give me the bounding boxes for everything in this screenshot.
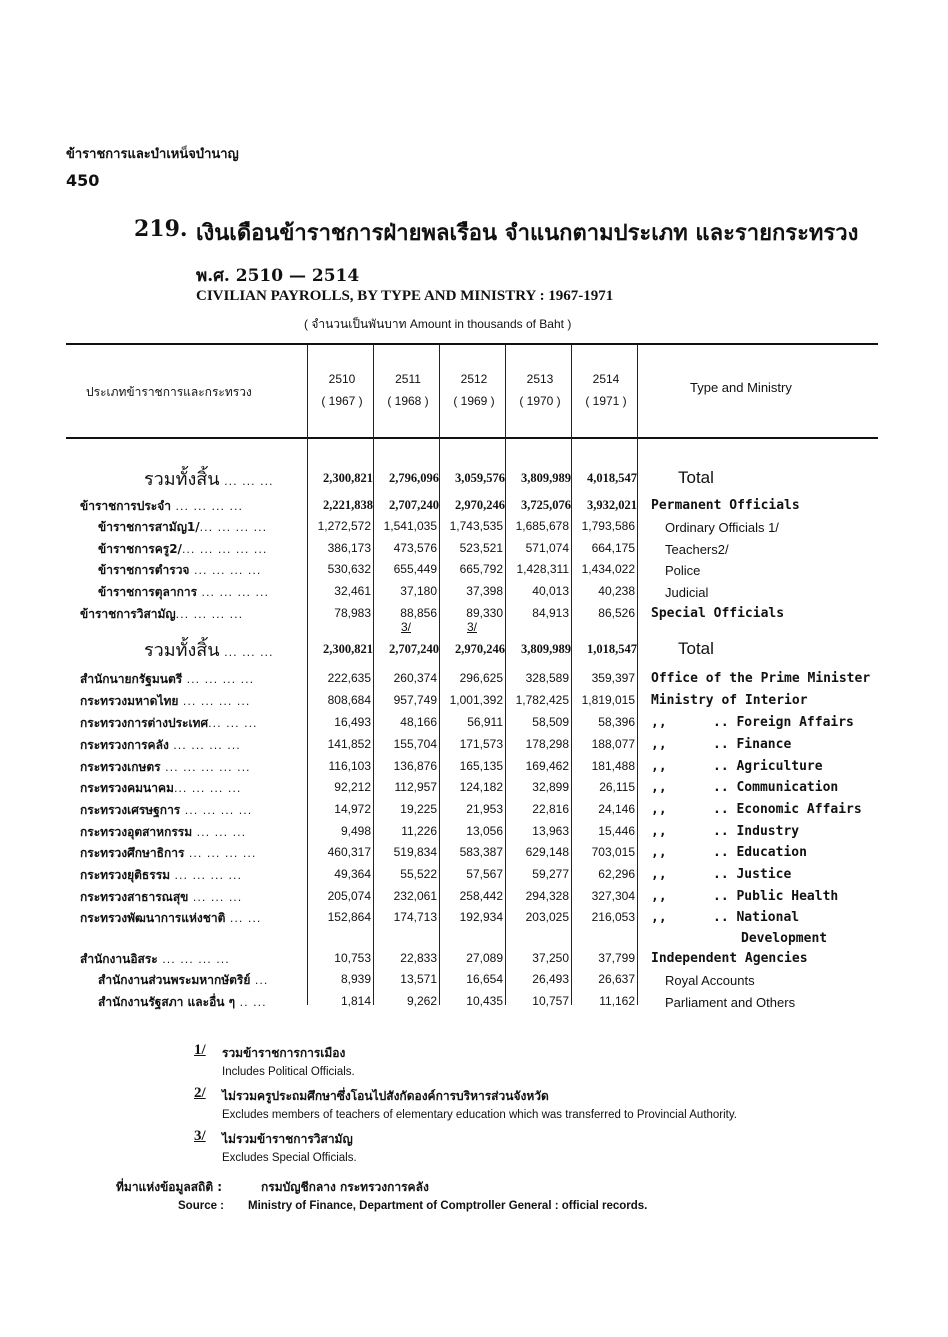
table-number: 219. xyxy=(134,216,188,242)
table-top-rule xyxy=(66,343,878,345)
cell-value: 3,059,576 xyxy=(455,471,505,485)
footnote-english: Excludes Special Officials. xyxy=(222,1152,357,1164)
row-label-text: กระทรวงเกษตร xyxy=(80,760,161,774)
row-label-thai xyxy=(98,583,269,602)
year-header-be: 2514 xyxy=(592,372,620,386)
leader-dots: ... ... ... ... xyxy=(173,782,242,795)
cell-value: 78,983 xyxy=(334,606,371,620)
cell-value: 1,428,311 xyxy=(516,562,569,576)
source-label-thai: ที่มาแห่งข้อมูลสถิติ : xyxy=(116,1180,223,1194)
leader-dots: ... ... ... xyxy=(208,717,258,730)
row-label-text: กระทรวงศึกษาธิการ xyxy=(80,846,185,860)
cell-value: 10,435 xyxy=(466,994,503,1008)
column-divider xyxy=(571,345,572,1005)
leader-dots: ... ... ... ... xyxy=(171,500,243,513)
cell-value: 1,793,586 xyxy=(581,519,635,533)
column-divider xyxy=(373,345,374,1005)
row-label-text: กระทรวงอุตสาหกรรม xyxy=(80,825,193,839)
cell-value: 8,939 xyxy=(340,972,371,986)
cell-value: 84,913 xyxy=(532,606,569,620)
row-label-english xyxy=(678,468,714,488)
cell-value: 11,162 xyxy=(599,994,635,1008)
column-divider xyxy=(439,345,440,1005)
cell-value: 296,625 xyxy=(459,671,503,685)
ditto-mark: ,, xyxy=(651,715,667,730)
row-label-english-text: Police xyxy=(665,563,701,578)
cell-value: 37,398 xyxy=(466,584,503,598)
footnote-english: Excludes members of teachers of elementary education which was transferred to Provincial Authority. xyxy=(222,1109,737,1121)
leader-dots: ... ... ... xyxy=(188,891,243,904)
row-label-english xyxy=(651,910,799,925)
cell-value: 22,833 xyxy=(400,951,437,965)
cell-value: 530,632 xyxy=(327,562,371,576)
row-label-english-text: .. Public Health xyxy=(713,889,839,904)
cell-value: 3,809,989 xyxy=(521,471,571,485)
cell-value: 37,250 xyxy=(532,951,569,965)
cell-value: 10,757 xyxy=(532,994,569,1008)
row-label-english xyxy=(665,520,779,535)
ditto-mark: ,, xyxy=(651,867,667,882)
row-label-english-text: .. Communication xyxy=(713,780,839,795)
cell-value: 49,364 xyxy=(334,867,371,881)
cell-value: 571,074 xyxy=(525,541,569,555)
cell-value: 181,488 xyxy=(591,759,635,773)
leader-dots: ... ... xyxy=(225,912,262,925)
cell-value: 40,013 xyxy=(532,584,569,598)
row-label-text: กระทรวงการคลัง xyxy=(80,738,169,752)
cell-value: 665,792 xyxy=(459,562,503,576)
cell-value: 26,115 xyxy=(599,780,635,794)
row-label-text: สำนักนายกรัฐมนตรี xyxy=(80,672,183,686)
row-label-text: ข้าราชการครู2/ xyxy=(98,542,182,556)
leader-dots: ... ... ... ... xyxy=(178,695,251,708)
cell-value: 58,396 xyxy=(598,715,635,729)
footnote-marker: 3/ xyxy=(400,620,411,634)
cell-value: 203,025 xyxy=(525,910,569,924)
row-label-thai xyxy=(80,950,230,969)
row-label-text: สำนักงานอิสระ xyxy=(80,952,158,966)
row-label-english-text: .. Justice xyxy=(713,867,792,882)
leader-dots: .. ... xyxy=(235,996,267,1009)
cell-value: 655,449 xyxy=(393,562,437,576)
cell-value: 55,522 xyxy=(400,867,437,881)
source-text-thai: กรมบัญชีกลาง กระทรวงการคลัง xyxy=(261,1180,429,1194)
cell-value: 13,056 xyxy=(466,824,503,838)
title-years-thai: พ.ศ. 2510 — 2514 xyxy=(196,266,360,286)
cell-value: 59,277 xyxy=(532,867,569,881)
cell-value: 188,077 xyxy=(591,737,635,751)
row-label-thai xyxy=(98,561,261,580)
cell-value: 232,061 xyxy=(393,889,437,903)
row-label-english xyxy=(665,542,729,557)
row-label-english xyxy=(665,585,708,600)
column-divider xyxy=(505,345,506,1005)
leader-dots: ... ... ... ... xyxy=(189,564,262,577)
cell-value: 1,819,015 xyxy=(581,693,635,707)
cell-value: 460,317 xyxy=(327,845,371,859)
row-label-english-text: Special Officials xyxy=(651,606,785,621)
cell-value: 1,541,035 xyxy=(383,519,437,533)
year-header-be: 2511 xyxy=(395,372,421,386)
row-label-english xyxy=(665,995,795,1010)
cell-value: 1,272,572 xyxy=(317,519,371,533)
cell-value: 141,852 xyxy=(327,737,371,751)
year-header-be: 2512 xyxy=(460,372,488,386)
row-label-english-text: Permanent Officials xyxy=(651,498,800,513)
leader-dots: ... ... ... ... xyxy=(199,521,268,534)
running-header: ข้าราชการและบำเหน็จบำนาญ xyxy=(66,147,239,162)
row-label-text: กระทรวงมหาดไทย xyxy=(80,694,179,708)
row-label-english xyxy=(651,606,784,621)
cell-value: 16,654 xyxy=(466,972,503,986)
cell-value: 112,957 xyxy=(394,780,437,794)
header-bottom-rule xyxy=(66,437,878,439)
footnote-mark: 2/ xyxy=(194,1085,206,1101)
cell-value: 2,796,096 xyxy=(389,471,439,485)
cell-value: 155,704 xyxy=(393,737,437,751)
row-label-thai xyxy=(80,497,243,516)
row-label-english-text: .. Foreign Affairs xyxy=(713,715,854,730)
row-label-text: กระทรวงเศรษฐการ xyxy=(80,803,181,817)
cell-value: 2,300,821 xyxy=(323,471,373,485)
cell-value: 2,970,246 xyxy=(455,498,505,512)
cell-value: 169,462 xyxy=(525,759,569,773)
cell-value: 2,707,240 xyxy=(389,498,439,512)
cell-value: 629,148 xyxy=(525,845,569,859)
cell-value: 19,225 xyxy=(400,802,437,816)
row-label-text: รวมทั้งสิ้น xyxy=(144,640,220,661)
ditto-mark: ,, xyxy=(651,802,667,817)
cell-value: 13,571 xyxy=(400,972,437,986)
row-label-thai xyxy=(144,464,274,493)
row-label-english-text: .. Economic Affairs xyxy=(713,802,862,817)
ditto-mark: ,, xyxy=(651,737,667,752)
row-label-thai xyxy=(144,635,274,664)
footnote-thai: ไม่รวมครูประถมศึกษาซึ่งโอนไปสังกัดองค์การบริหารส่วนจังหวัด xyxy=(222,1089,549,1103)
cell-value: 88,856 xyxy=(400,606,437,620)
cell-value: 124,182 xyxy=(459,780,503,794)
leader-dots: ... ... ... xyxy=(219,475,274,488)
row-label-thai xyxy=(80,866,242,885)
leader-dots: ... ... ... ... xyxy=(175,608,244,621)
cell-value: 1,018,547 xyxy=(587,642,637,656)
cell-value: 24,146 xyxy=(598,802,635,816)
row-label-english-text: Ordinary Officials 1/ xyxy=(665,520,779,535)
row-label-english xyxy=(651,759,823,774)
footnote-thai: ไม่รวมข้าราชการวิสามัญ xyxy=(222,1132,353,1146)
cell-value: 1,814 xyxy=(340,994,371,1008)
cell-value: 40,238 xyxy=(598,584,635,598)
footnote-mark: 1/ xyxy=(194,1042,206,1058)
year-header-be: 2513 xyxy=(526,372,554,386)
ditto-mark: ,, xyxy=(651,780,667,795)
cell-value: 4,018,547 xyxy=(587,471,637,485)
page-number: 450 xyxy=(66,171,100,190)
cell-value: 22,816 xyxy=(532,802,569,816)
row-label-english xyxy=(651,867,791,882)
row-label-text: สำนักงานรัฐสภา และอื่น ๆ xyxy=(98,995,236,1009)
leader-dots: ... ... ... ... xyxy=(182,673,255,686)
row-label-text: ข้าราชการประจำ xyxy=(80,499,171,513)
page-title-english: CIVILIAN PAYROLLS, BY TYPE AND MINISTRY : 1967-1971 xyxy=(196,288,614,304)
cell-value: 21,953 xyxy=(466,802,503,816)
leader-dots: ... ... ... ... xyxy=(157,953,230,966)
row-label-english-text: Parliament and Others xyxy=(665,995,796,1010)
row-label-text: ข้าราชการตุลาการ xyxy=(98,585,198,599)
cell-value: 957,749 xyxy=(393,693,437,707)
leader-dots: ... ... ... ... xyxy=(184,847,257,860)
footnote-thai: รวมข้าราชการการเมือง xyxy=(222,1046,346,1060)
row-label-english xyxy=(678,639,714,659)
source-label-english: Source : xyxy=(178,1200,225,1212)
year-header-ce: ( 1970 ) xyxy=(519,394,561,408)
cell-value: 13,963 xyxy=(532,824,569,838)
row-label-thai xyxy=(80,670,254,689)
row-label-english xyxy=(651,693,808,708)
cell-value: 136,876 xyxy=(393,759,437,773)
year-header-ce: ( 1969 ) xyxy=(453,394,495,408)
cell-value: 37,799 xyxy=(598,951,635,965)
page-title-thai: เงินเดือนข้าราชการฝ่ายพลเรือน จำแนกตามประเภท และรายกระทรวง xyxy=(196,220,859,246)
row-label-text: กระทรวงการต่างประเทศ xyxy=(80,716,209,730)
column-divider xyxy=(307,345,308,1005)
cell-value: 86,526 xyxy=(598,606,635,620)
year-header-be: 2510 xyxy=(328,372,356,386)
cell-value: 519,834 xyxy=(393,845,437,859)
cell-value: 2,300,821 xyxy=(323,642,373,656)
cell-value: 205,074 xyxy=(327,889,371,903)
leader-dots: ... ... ... ... xyxy=(170,869,243,882)
row-label-thai xyxy=(80,714,258,733)
leader-dots: ... ... ... ... xyxy=(168,739,241,752)
unit-note: ( จำนวนเป็นพันบาท Amount in thousands of Baht ) xyxy=(304,317,572,331)
row-label-english-text: .. Industry xyxy=(713,824,800,839)
ditto-mark: ,, xyxy=(651,759,667,774)
cell-value: 32,461 xyxy=(334,584,371,598)
cell-value: 703,015 xyxy=(591,845,635,859)
cell-value: 152,864 xyxy=(327,910,371,924)
cell-value: 260,374 xyxy=(393,671,437,685)
row-label-thai xyxy=(80,692,250,711)
row-label-english-text: Office of the Prime Minister xyxy=(651,671,871,686)
footnote-marker: 3/ xyxy=(466,620,477,634)
row-label-english-text: .. Finance xyxy=(713,737,792,752)
row-label-english-text: .. National xyxy=(713,910,800,925)
cell-value: 2,707,240 xyxy=(389,642,439,656)
row-label-text: ข้าราชการตำรวจ xyxy=(98,563,190,577)
row-label-english xyxy=(665,973,755,988)
cell-value: 294,328 xyxy=(525,889,569,903)
cell-value: 14,972 xyxy=(334,802,371,816)
cell-value: 26,493 xyxy=(532,972,569,986)
row-label-text: กระทรวงพัฒนาการแห่งชาติ xyxy=(80,911,226,925)
row-label-english-text: Royal Accounts xyxy=(665,973,755,988)
cell-value: 10,753 xyxy=(334,951,371,965)
cell-value: 3,809,989 xyxy=(521,642,571,656)
row-label-thai xyxy=(80,823,246,842)
leader-dots: ... ... ... ... ... xyxy=(160,761,251,774)
leader-dots: ... ... ... xyxy=(219,646,274,659)
footnote-mark: 3/ xyxy=(194,1128,206,1144)
row-label-english xyxy=(651,737,791,752)
cell-value: 3,932,021 xyxy=(587,498,637,512)
cell-value: 1,782,425 xyxy=(515,693,569,707)
cell-value: 165,135 xyxy=(459,759,503,773)
cell-value: 116,103 xyxy=(328,759,371,773)
row-label-thai xyxy=(80,758,251,777)
row-label-text: ข้าราชการวิสามัญ xyxy=(80,607,176,621)
row-label-text: กระทรวงยุติธรรม xyxy=(80,868,171,882)
row-label-thai xyxy=(80,888,242,907)
row-label-english-text: Independent Agencies xyxy=(651,951,808,966)
cell-value: 2,970,246 xyxy=(455,642,505,656)
cell-value: 192,934 xyxy=(459,910,503,924)
cell-value: 359,397 xyxy=(591,671,635,685)
cell-value: 222,635 xyxy=(327,671,371,685)
cell-value: 27,089 xyxy=(466,951,503,965)
leader-dots: ... ... ... ... ... xyxy=(181,543,268,556)
cell-value: 583,387 xyxy=(459,845,503,859)
ditto-mark: ,, xyxy=(651,889,667,904)
row-label-english xyxy=(651,498,800,513)
row-label-thai xyxy=(98,993,267,1012)
cell-value: 473,576 xyxy=(393,541,437,555)
ditto-mark: ,, xyxy=(651,845,667,860)
cell-value: 15,446 xyxy=(598,824,635,838)
cell-value: 1,434,022 xyxy=(581,562,635,576)
row-label-thai xyxy=(80,801,252,820)
cell-value: 523,521 xyxy=(459,541,503,555)
row-label-english xyxy=(651,780,838,795)
row-label-thai xyxy=(98,518,267,537)
cell-value: 62,296 xyxy=(598,867,635,881)
cell-value: 258,442 xyxy=(459,889,503,903)
header-type-thai: ประเภทข้าราชการและกระทรวง xyxy=(86,385,252,399)
cell-value: 178,298 xyxy=(525,737,569,751)
row-label-english-text: Teachers2/ xyxy=(665,542,729,557)
row-label-english-text: Total xyxy=(678,639,714,658)
cell-value: 1,685,678 xyxy=(515,519,569,533)
row-label-english xyxy=(651,824,799,839)
row-label-english-text: Total xyxy=(678,468,714,487)
leader-dots: ... ... ... ... xyxy=(180,804,253,817)
cell-value: 1,743,535 xyxy=(449,519,503,533)
row-label-english xyxy=(651,715,854,730)
row-label-text: ข้าราชการสามัญ1/ xyxy=(98,520,200,534)
cell-value: 89,330 xyxy=(466,606,503,620)
row-label-english-text: .. Agriculture xyxy=(713,759,823,774)
row-label-text: สำนักงานส่วนพระมหากษัตริย์ xyxy=(98,973,251,987)
cell-value: 3,725,076 xyxy=(521,498,571,512)
ditto-mark: ,, xyxy=(651,824,667,839)
row-label-english xyxy=(651,845,807,860)
cell-value: 1,001,392 xyxy=(449,693,503,707)
cell-value: 327,304 xyxy=(591,889,635,903)
row-label-text: กระทรวงคมนาคม xyxy=(80,781,174,795)
cell-value: 32,899 xyxy=(532,780,569,794)
leader-dots: ... ... ... ... xyxy=(197,586,270,599)
row-label-english-text: .. Education xyxy=(713,845,807,860)
cell-value: 2,221,838 xyxy=(323,498,373,512)
year-header-ce: ( 1967 ) xyxy=(321,394,363,408)
cell-value: 216,053 xyxy=(591,910,635,924)
row-label-thai xyxy=(98,540,267,559)
cell-value: 171,573 xyxy=(459,737,503,751)
cell-value: 58,509 xyxy=(532,715,569,729)
row-label-thai xyxy=(80,605,243,624)
cell-value: 328,589 xyxy=(525,671,569,685)
row-label-text: กระทรวงสาธารณสุข xyxy=(80,890,189,904)
row-label-english-text: Judicial xyxy=(665,585,709,600)
cell-value: 9,498 xyxy=(340,824,371,838)
year-header-ce: ( 1971 ) xyxy=(585,394,627,408)
row-label-english-text: Ministry of Interior xyxy=(651,693,808,708)
ditto-mark: ,, xyxy=(651,910,667,925)
cell-value: 808,684 xyxy=(327,693,371,707)
cell-value: 48,166 xyxy=(400,715,437,729)
row-label-thai xyxy=(80,779,241,798)
cell-value: 664,175 xyxy=(591,541,635,555)
source-text-english: Ministry of Finance, Department of Comptroller General : official records. xyxy=(248,1200,648,1212)
row-label-english xyxy=(651,802,862,817)
row-label-thai xyxy=(80,736,241,755)
row-label-english xyxy=(665,563,700,578)
leader-dots: ... xyxy=(250,974,269,987)
row-label-english xyxy=(651,951,808,966)
row-label-thai xyxy=(80,844,256,863)
cell-value: 9,262 xyxy=(406,994,437,1008)
cell-value: 11,226 xyxy=(401,824,437,838)
row-label-english-continued: Development xyxy=(741,931,828,946)
cell-value: 16,493 xyxy=(334,715,371,729)
cell-value: 92,212 xyxy=(334,780,371,794)
cell-value: 174,713 xyxy=(393,910,437,924)
cell-value: 26,637 xyxy=(598,972,635,986)
cell-value: 57,567 xyxy=(466,867,503,881)
cell-value: 37,180 xyxy=(400,584,437,598)
cell-value: 386,173 xyxy=(327,541,371,555)
row-label-english xyxy=(651,671,870,686)
footnote-english: Includes Political Officials. xyxy=(222,1066,355,1078)
row-label-thai xyxy=(80,909,261,928)
row-label-english xyxy=(651,889,838,904)
header-type-english: Type and Ministry xyxy=(690,380,792,395)
year-header-ce: ( 1968 ) xyxy=(387,394,429,408)
row-label-text: รวมทั้งสิ้น xyxy=(144,469,220,490)
leader-dots: ... ... ... xyxy=(192,826,247,839)
cell-value: 56,911 xyxy=(467,715,503,729)
row-label-thai xyxy=(98,971,268,990)
column-divider xyxy=(637,345,638,1005)
